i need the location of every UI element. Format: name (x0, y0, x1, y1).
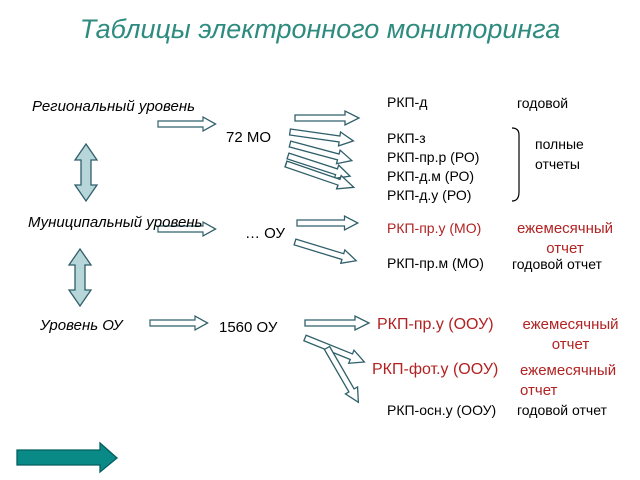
regional-to-count-arrow (158, 117, 216, 131)
municipal-level-label: Муниципальный уровень (28, 214, 203, 231)
regional-level-label: Региональный уровень (32, 98, 196, 115)
mo-to-rkp-d-arrow (295, 111, 359, 125)
school-count: 1560 ОУ (219, 319, 278, 336)
report-rkp-pr-u-mo: РКП-пр.у (МО) (387, 220, 482, 236)
ou-to-monthly-arrow (297, 216, 358, 230)
report-rkp-d: РКП-д (387, 94, 428, 110)
school-to-count-arrow (150, 316, 208, 330)
school-level-label: Уровень ОУ (40, 317, 123, 334)
full-reports-brace (512, 128, 519, 201)
report-rkp-pr-m-mo-note: годовой отчет (512, 256, 602, 272)
report-rkp-pr-u-oou: РКП-пр.у (ООУ) (377, 316, 494, 333)
report-rkp-pr-u-oou-note: ежемесячный отчет (522, 316, 619, 353)
report-rkp-fot-u-oou-note: ежемесячный отчет (520, 362, 617, 399)
school-to-r1-arrow (305, 316, 369, 330)
report-rkp-fot-u-oou: РКП-фот.у (ООУ) (372, 361, 499, 378)
report-rkp-pr-r: РКП-пр.р (РО) (387, 149, 480, 165)
report-rkp-z: РКП-з (387, 130, 426, 146)
next-slide-arrow-icon[interactable] (17, 443, 117, 472)
ou-to-yearly-arrow (293, 235, 358, 267)
report-rkp-osn-u-oou: РКП-осн.у (ООУ) (387, 402, 497, 418)
report-rkp-d-u: РКП-д.у (РО) (387, 187, 472, 203)
full-reports-note: полные отчеты (535, 136, 584, 172)
report-rkp-d-note: годовой (517, 95, 569, 111)
municipal-count: … ОУ (245, 225, 286, 242)
report-rkp-d-m: РКП-д.м (РО) (387, 168, 475, 184)
regional-count: 72 МО (226, 129, 272, 146)
report-rkp-pr-m-mo: РКП-пр.м (МО) (387, 255, 484, 271)
report-rkp-osn-u-oou-note: годовой отчет (517, 402, 607, 418)
page-title: Таблицы электронного мониторинга (79, 14, 561, 44)
report-rkp-pr-u-mo-note: ежемесячный отчет (516, 220, 614, 257)
municipal-school-double-arrow (69, 249, 91, 306)
regional-municipal-double-arrow (75, 144, 97, 201)
